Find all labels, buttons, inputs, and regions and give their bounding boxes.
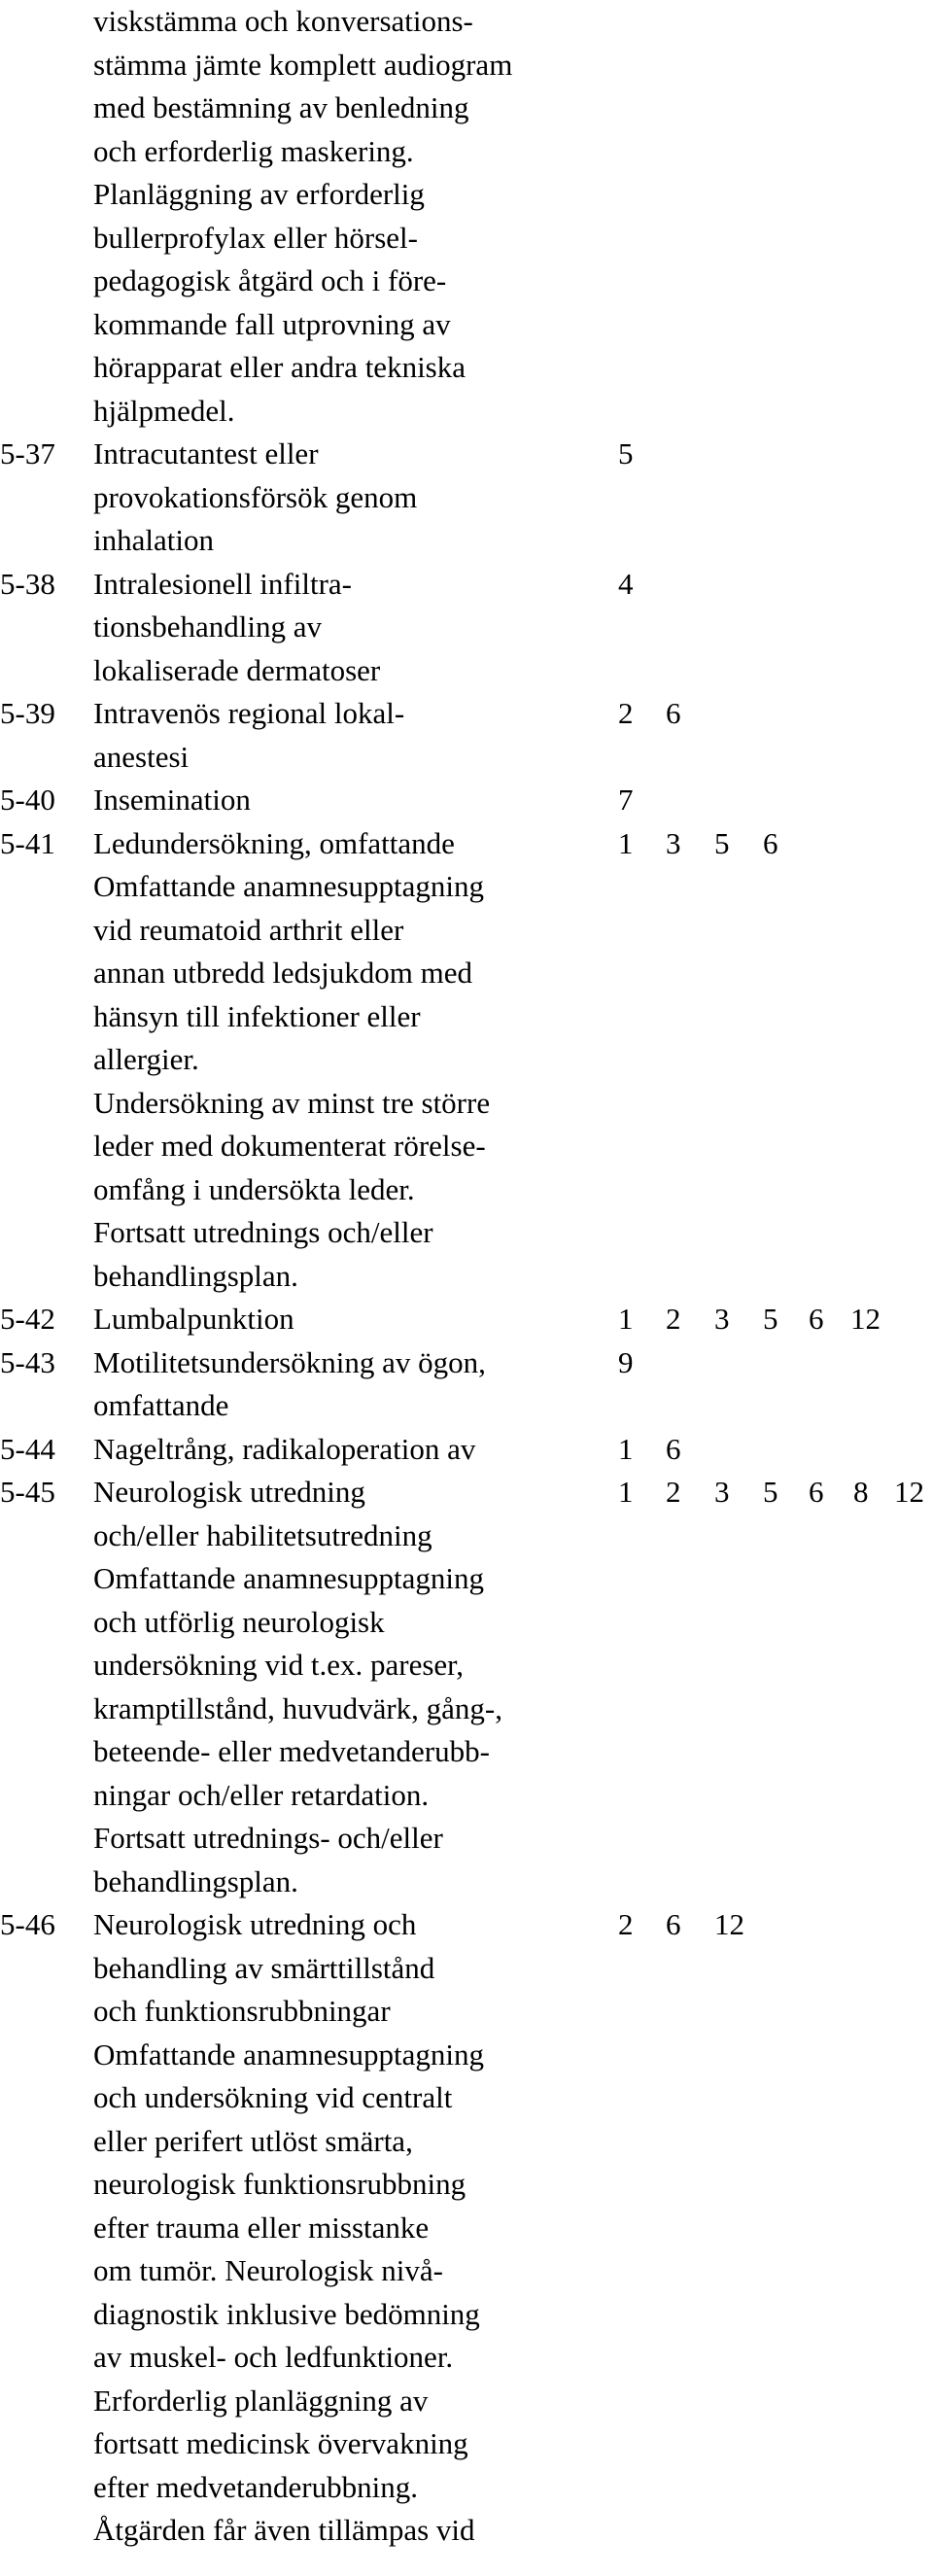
procedure-description-line: Undersökning av minst tre större bbox=[93, 1085, 491, 1120]
category-number: 1 bbox=[618, 825, 634, 860]
procedure-code: 5-37 bbox=[0, 436, 55, 470]
procedure-description-line: behandling av smärttillstånd bbox=[93, 1950, 435, 1985]
procedure-description-line: omfång i undersökta leder. bbox=[93, 1171, 415, 1206]
category-number: 3 bbox=[714, 1302, 730, 1336]
procedure-title: Neurologisk utredning bbox=[93, 1475, 365, 1509]
continued-description-line: pedagogisk åtgärd och i före- bbox=[93, 263, 447, 297]
procedure-description-line: provokationsförsök genom bbox=[93, 479, 418, 514]
procedure-description-line: av muskel- och ledfunktioner. bbox=[93, 2340, 454, 2374]
category-number: 12 bbox=[850, 1302, 881, 1336]
procedure-description-line: Omfattande anamnesupptagning bbox=[93, 1561, 485, 1595]
procedure-title: Lumbalpunktion bbox=[93, 1302, 294, 1336]
category-number: 6 bbox=[666, 1907, 681, 1941]
category-number: 1 bbox=[618, 1302, 634, 1336]
continued-description-line: hörapparat eller andra tekniska bbox=[93, 350, 466, 384]
procedure-code: 5-40 bbox=[0, 783, 55, 817]
procedure-title: Motilitetsundersökning av ögon, bbox=[93, 1344, 486, 1379]
procedure-description-line: leder med dokumenterat rörelse- bbox=[93, 1129, 486, 1163]
category-number: 7 bbox=[618, 783, 634, 817]
procedure-description-line: efter trauma eller misstanke bbox=[93, 2210, 430, 2245]
category-number: 5 bbox=[763, 1302, 778, 1336]
category-number: 2 bbox=[666, 1302, 681, 1336]
procedure-description-line: och utförlig neurologisk bbox=[93, 1604, 385, 1639]
category-number: 5 bbox=[714, 825, 730, 860]
procedure-description-line: fortsatt medicinsk övervakning bbox=[93, 2426, 468, 2460]
procedure-description-line: Omfattande anamnesupptagning bbox=[93, 2036, 485, 2071]
procedure-title: Intralesionell infiltra- bbox=[93, 566, 352, 601]
category-number: 6 bbox=[809, 1475, 824, 1509]
category-number: 2 bbox=[618, 1907, 634, 1941]
category-number: 6 bbox=[763, 825, 778, 860]
procedure-description-line: inhalation bbox=[93, 523, 214, 557]
category-number: 1 bbox=[618, 1475, 634, 1509]
procedure-description-line: undersökning vid t.ex. pareser, bbox=[93, 1648, 464, 1682]
procedure-description-line: annan utbredd ledsjukdom med bbox=[93, 956, 472, 990]
category-number: 2 bbox=[666, 1475, 681, 1509]
category-number: 3 bbox=[666, 825, 681, 860]
procedure-description-line: diagnostik inklusive bedömning bbox=[93, 2296, 480, 2331]
procedure-description-line: ningar och/eller retardation. bbox=[93, 1777, 430, 1812]
procedure-code: 5-45 bbox=[0, 1475, 55, 1509]
procedure-description-line: och funktionsrubbningar bbox=[93, 1994, 391, 2028]
continued-description-line: med bestämning av benledning bbox=[93, 90, 469, 124]
procedure-description-line: eller perifert utlöst smärta, bbox=[93, 2123, 413, 2158]
category-number: 4 bbox=[618, 566, 634, 601]
procedure-description-line: lokaliserade dermatoser bbox=[93, 652, 381, 687]
procedure-title: Intracutantest eller bbox=[93, 436, 319, 470]
procedure-description-line: beteende- eller medvetanderubb- bbox=[93, 1734, 490, 1768]
procedure-code: 5-44 bbox=[0, 1431, 55, 1466]
procedure-description-line: behandlingsplan. bbox=[93, 1258, 298, 1293]
procedure-title: Intravenös regional lokal- bbox=[93, 696, 405, 730]
procedure-description-line: Erforderlig planläggning av bbox=[93, 2383, 429, 2418]
category-number: 8 bbox=[853, 1475, 869, 1509]
procedure-description-line: Fortsatt utrednings och/eller bbox=[93, 1215, 433, 1249]
procedure-description-line: Omfattande anamnesupptagning bbox=[93, 869, 485, 903]
continued-description-line: hjälpmedel. bbox=[93, 393, 235, 428]
continued-description-line: bullerprofylax eller hörsel- bbox=[93, 220, 418, 255]
procedure-description-line: efter medvetanderubbning. bbox=[93, 2469, 418, 2504]
procedure-description-line: kramptillstånd, huvudvärk, gång-, bbox=[93, 1690, 502, 1725]
procedure-description-line: vid reumatoid arthrit eller bbox=[93, 912, 404, 947]
procedure-title: Ledundersökning, omfattande bbox=[93, 825, 455, 860]
category-number: 12 bbox=[894, 1475, 924, 1509]
procedure-code: 5-41 bbox=[0, 825, 55, 860]
category-number: 12 bbox=[714, 1907, 744, 1941]
procedure-description-line: behandlingsplan. bbox=[93, 1863, 298, 1898]
category-number: 1 bbox=[618, 1431, 634, 1466]
procedure-description-line: anestesi bbox=[93, 739, 190, 774]
procedure-description-line: Fortsatt utrednings- och/eller bbox=[93, 1821, 443, 1855]
continued-description-line: och erforderlig maskering. bbox=[93, 133, 414, 168]
procedure-description-line: Åtgärden får även tillämpas vid bbox=[93, 2513, 475, 2547]
category-number: 6 bbox=[666, 1431, 681, 1466]
procedure-code: 5-43 bbox=[0, 1344, 55, 1379]
category-number: 9 bbox=[618, 1344, 634, 1379]
procedure-description-line: allergier. bbox=[93, 1042, 199, 1076]
category-number: 2 bbox=[618, 696, 634, 730]
procedure-description-line: tionsbehandling av bbox=[93, 609, 323, 644]
category-number: 6 bbox=[809, 1302, 824, 1336]
category-number: 6 bbox=[666, 696, 681, 730]
procedure-description-line: hänsyn till infektioner eller bbox=[93, 998, 421, 1033]
continued-description-line: viskstämma och konversations- bbox=[93, 4, 473, 38]
continued-description-line: kommande fall utprovning av bbox=[93, 306, 451, 341]
category-number: 5 bbox=[618, 436, 634, 470]
category-number: 3 bbox=[714, 1475, 730, 1509]
procedure-code: 5-38 bbox=[0, 566, 55, 601]
procedure-code: 5-39 bbox=[0, 696, 55, 730]
procedure-code: 5-46 bbox=[0, 1907, 55, 1941]
procedure-title: Insemination bbox=[93, 783, 251, 817]
procedure-description-line: om tumör. Neurologisk nivå- bbox=[93, 2253, 443, 2287]
continued-description-line: Planläggning av erforderlig bbox=[93, 177, 425, 211]
procedure-description-line: neurologisk funktionsrubbning bbox=[93, 2167, 466, 2201]
procedure-description-line: omfattande bbox=[93, 1388, 229, 1422]
category-number: 5 bbox=[763, 1475, 778, 1509]
procedure-title: Nageltrång, radikaloperation av bbox=[93, 1431, 476, 1466]
procedure-title: Neurologisk utredning och bbox=[93, 1907, 417, 1941]
procedure-description-line: och/eller habilitetsutredning bbox=[93, 1517, 432, 1552]
procedure-code: 5-42 bbox=[0, 1302, 55, 1336]
continued-description-line: stämma jämte komplett audiogram bbox=[93, 47, 513, 82]
procedure-description-line: och undersökning vid centralt bbox=[93, 2080, 453, 2114]
